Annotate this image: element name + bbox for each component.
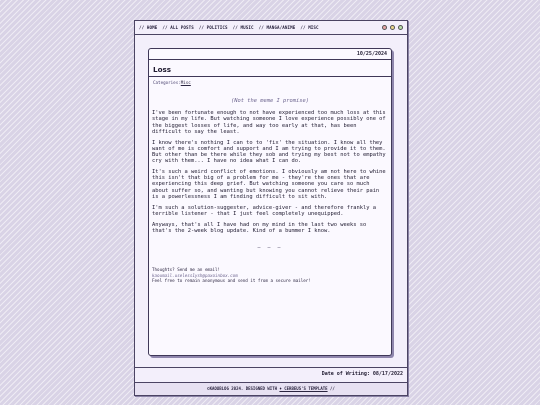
blog-window (134, 20, 408, 396)
category-misc-link[interactable]: Misc (180, 80, 191, 85)
title-divider (149, 76, 391, 77)
post-content (152, 98, 388, 284)
nav-all-posts-link[interactable]: // ALL POSTS (162, 25, 194, 30)
site-footer (135, 382, 407, 395)
footer-suffix: // (327, 386, 335, 391)
post-card (148, 48, 392, 356)
writing-date-bar (135, 367, 407, 382)
post-paragraph: It's such a weird conflict of emotions. I obviously am not here to whine this isn't that big of a problem for me - they're the ones that are experiencing this deep grief. But watching someone you care so much about suffer so, and wanting but knowing you cannot relieve their pain is a powerlessness I am finding difficult to sit with. (152, 169, 386, 200)
contact-note (152, 267, 388, 284)
window-controls (382, 25, 403, 30)
section-divider: — — — (257, 245, 283, 252)
post-header (149, 49, 391, 60)
footer-copyright: ©KAOUBLOG 2024. DESIGNED WITH (207, 386, 280, 391)
nav-misc-link[interactable]: // MISC (300, 25, 319, 30)
template-credit-link[interactable]: ♦ CERBEUS'S TEMPLATE (279, 386, 328, 391)
nav-politics-link[interactable]: // POLITICS (198, 25, 228, 30)
nav-music-link[interactable]: // MUSIC (232, 25, 254, 30)
minimize-dot-icon[interactable] (390, 25, 395, 30)
anonymous-note: Feel free to remain anonymous and send it from a secure mailer! (152, 278, 311, 284)
close-dot-icon[interactable] (382, 25, 387, 30)
post-paragraph: I'm such a solution-suggester, advice-giver - and therefore frankly a terrible listener - that I just feel completely unequipped. (152, 204, 376, 217)
post-paragraph: I've been fortunate enough to not have experienced too much loss at this stage in my life. But watching someone I love experience possibly one of the biggest losses of life, and way too early at that, has been difficult to say the least. (152, 110, 386, 135)
maximize-dot-icon[interactable] (398, 25, 403, 30)
date-of-writing: Date of Writing: 08/17/2022 (321, 371, 403, 377)
nav-menu (139, 25, 382, 30)
post-categories (153, 80, 191, 85)
categories-label: Categories: (153, 80, 181, 85)
post-paragraph: I know there's nothing I can to to 'fix' the situation. I know all they want of me is comfort and support and I am trying to provide it to them. But other than be there while they sob and trying my best not to empathy cry with them... I have no idea what I can do. (152, 139, 386, 165)
post-subtitle: (Not the meme I promise) (231, 98, 309, 104)
post-paragraph: Anyways, that's all I have had on my mind in the last two weeks so that's the 2-week blog update. Kind of a bummer I know. (152, 221, 367, 234)
nav-manga-anime-link[interactable]: // MANGA/ANIME (258, 25, 296, 30)
post-date: 10/25/2024 (356, 51, 387, 57)
thoughts-text: Thoughts? Send me an email! (152, 267, 221, 273)
top-nav-bar (135, 21, 407, 35)
post-title: Loss (153, 65, 172, 74)
email-link[interactable]: kaoumail.useless1ysh@paxoinbox.com (152, 272, 238, 278)
nav-home-link[interactable]: // HOME (139, 25, 158, 30)
